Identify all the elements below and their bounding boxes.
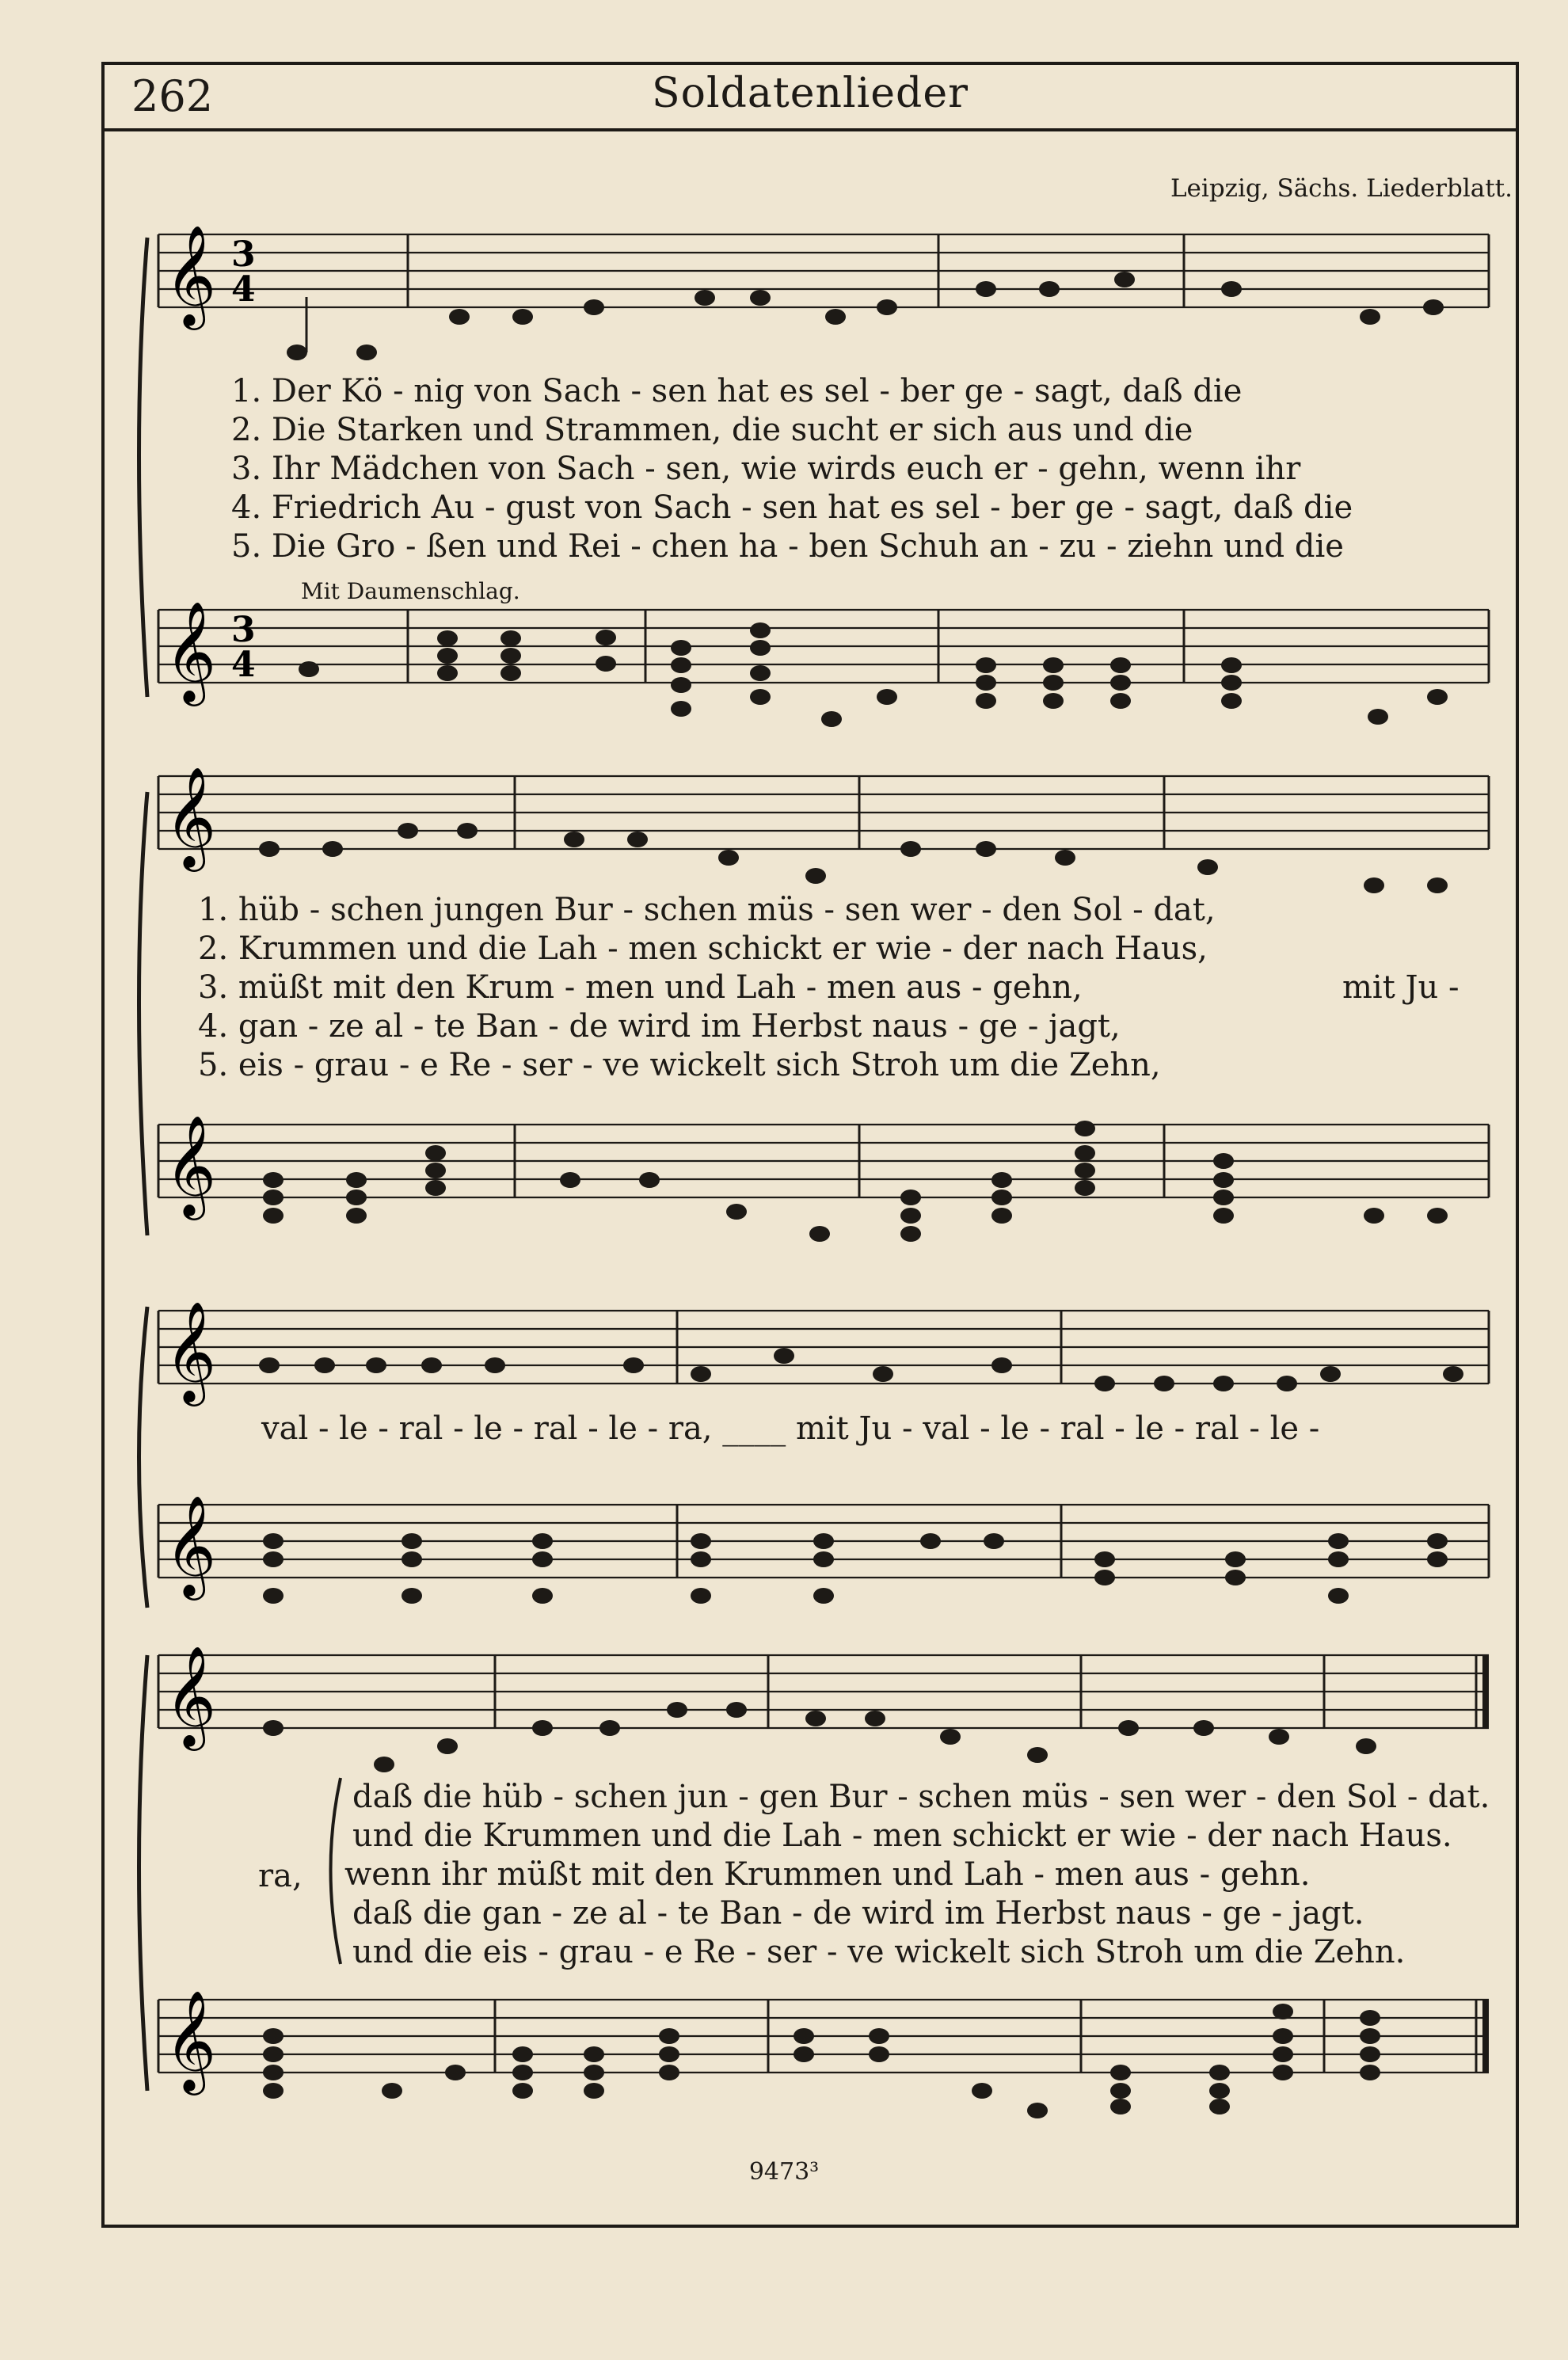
refrain-lyric: val - le - ral - le - ral - le - ra, ____ mit Ju - val - le - ral - le - ral - le - [261,1410,1320,1447]
verse-line-3: 3. Ihr Mädchen von Sach - sen, wie wirds euch er - gehn, wenn ihr [231,451,1301,487]
refrain-end: ra, [258,1858,303,1894]
verse-line-5: 5. Die Gro - ßen und Rei - chen ha - ben Schuh an - zu - ziehn und die [231,528,1344,565]
verse-line-1: 1. Der Kö - nig von Sach - sen hat es sel - ber ge - sagt, daß die [231,373,1243,409]
svg-text:4: 4 [231,645,256,685]
verse-line-4: 4. gan - ze al - te Ban - de wird im Herbst naus - ge - jagt, [198,1008,1121,1045]
svg-text:𝄞: 𝄞 [165,1300,217,1402]
verse-line-1: 1. hüb - schen jungen Bur - schen müs - sen wer - den Sol - dat, [198,892,1216,928]
source-credit: Leipzig, Sächs. Liederblatt. [1170,174,1513,203]
refrain-start: mit Ju - [1342,969,1460,1006]
verse-line-2: 2. Krummen und die Lah - men schickt er wie - der nach Haus, [198,931,1208,967]
verse-line-4: 4. Friedrich Au - gust von Sach - sen hat es sel - ber ge - sagt, daß die [231,489,1353,526]
playing-instruction: Mit Daumenschlag. [301,578,520,604]
svg-text:𝄞: 𝄞 [165,1494,217,1596]
verse-line-3: 3. müßt mit den Krum - men und Lah - men aus - gehn, [198,969,1083,1006]
verse-line-2: und die Krummen und die Lah - men schickt er wie - der nach Haus. [352,1818,1452,1854]
svg-text:𝄞: 𝄞 [165,766,217,867]
page-number: 262 [131,71,214,121]
svg-text:4: 4 [231,269,256,310]
svg-text:3: 3 [231,234,256,275]
svg-text:𝄞: 𝄞 [165,1645,217,1746]
svg-text:3: 3 [231,610,256,650]
verse-line-2: 2. Die Starken und Strammen, die sucht er sich aus und die [231,412,1193,448]
verse-line-4: daß die gan - ze al - te Ban - de wird im Herbst naus - ge - jagt. [352,1895,1364,1932]
svg-text:𝄞: 𝄞 [165,1114,217,1216]
plate-number: 9473³ [748,2158,820,2186]
svg-text:𝄞: 𝄞 [165,600,217,702]
verse-line-3: wenn ihr müßt mit den Krummen und Lah - men aus - gehn. [344,1856,1311,1893]
svg-text:𝄞: 𝄞 [165,1989,217,2091]
verse-line-5: und die eis - grau - e Re - ser - ve wickelt sich Stroh um die Zehn. [352,1934,1406,1970]
svg-text:𝄞: 𝄞 [165,224,217,325]
page-title: Soldatenlieder [652,70,969,117]
verse-line-5: 5. eis - grau - e Re - ser - ve wickelt sich Stroh um die Zehn, [198,1047,1161,1083]
verse-line-1: daß die hüb - schen jun - gen Bur - schen müs - sen wer - den Sol - dat. [352,1779,1490,1815]
